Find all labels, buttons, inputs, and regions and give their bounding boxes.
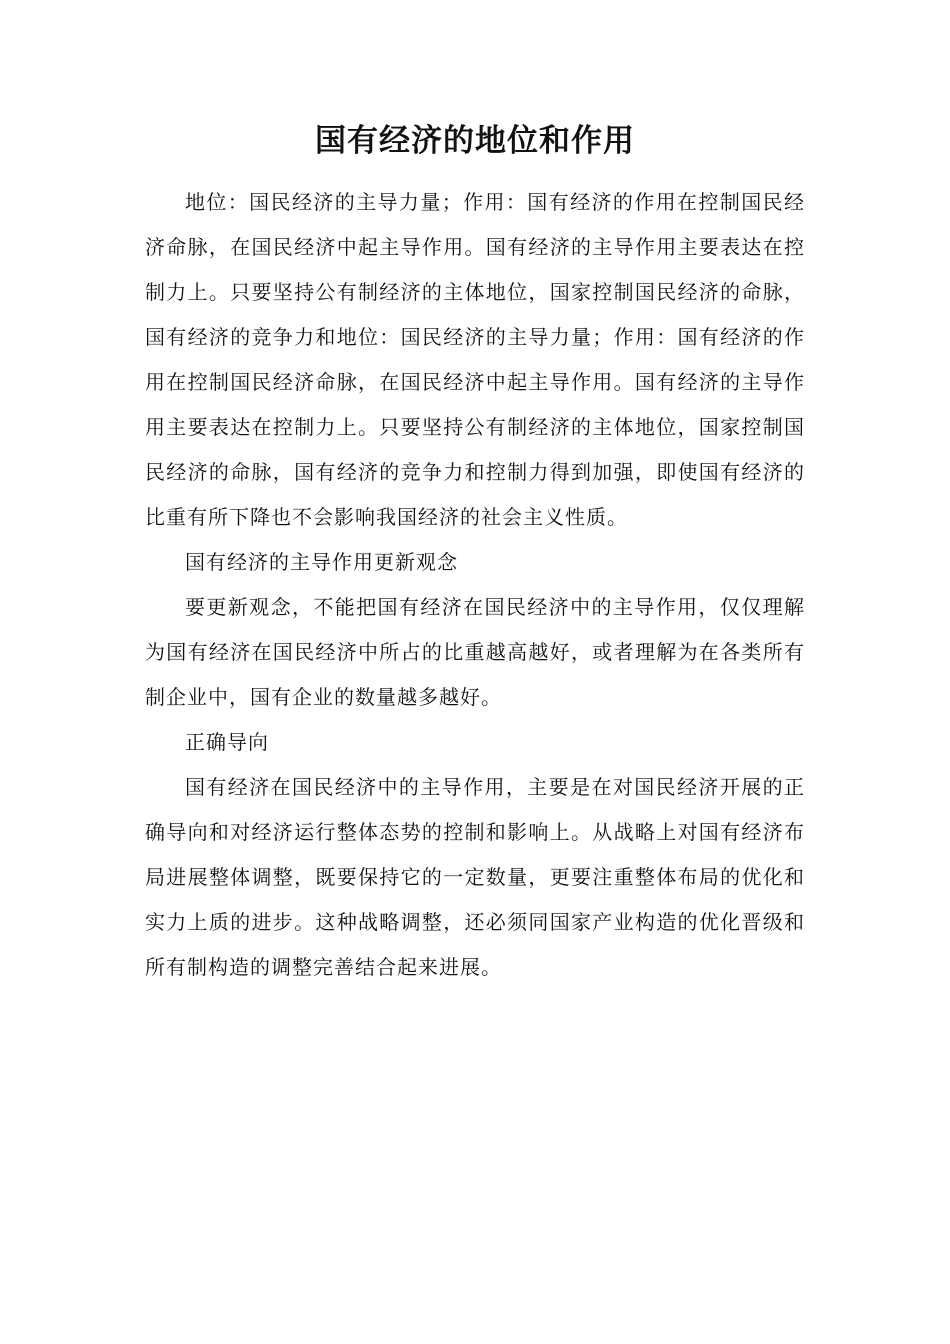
paragraph-position-and-role: 地位：国民经济的主导力量；作用：国有经济的作用在控制国民经济命脉，在国民经济中起主导作用。国有经济的主导作用主要表达在控制力上。只要坚持公有制经济的主体地位，国家控制国民经济的命脉，国有经济的竞争力和地位：国民经济的主导力量；作用：国有经济的作用在控制国民经济命脉，在国民经济中起主导作用。国有经济的主导作用主要表达在控制力上。只要坚持公有制经济的主体地位，国家控制国民经济的命脉，国有经济的竞争力和控制力得到加强，即使国有经济的比重有所下降也不会影响我国经济的社会主义性质。 xyxy=(145,190,805,529)
document-title: 国有经济的地位和作用 xyxy=(315,123,635,159)
subheading-update-concept: 国有经济的主导作用更新观念 xyxy=(185,550,458,574)
paragraph-update-concept: 要更新观念，不能把国有经济在国民经济中的主导作用，仅仅理解为国有经济在国民经济中所占的比重越高越好，或者理解为在各类所有制企业中，国有企业的数量越多越好。 xyxy=(145,595,805,709)
subheading-correct-guidance: 正确导向 xyxy=(185,730,269,754)
paragraph-correct-guidance: 国有经济在国民经济中的主导作用，主要是在对国民经济开展的正确导向和对经济运行整体态势的控制和影响上。从战略上对国有经济布局进展整体调整，既要保持它的一定数量，更要注重整体布局的优化和实力上质的进步。这种战略调整，还必须同国家产业构造的优化晋级和所有制构造的调整完善结合起来进展。 xyxy=(145,775,805,979)
document-body xyxy=(145,180,805,990)
